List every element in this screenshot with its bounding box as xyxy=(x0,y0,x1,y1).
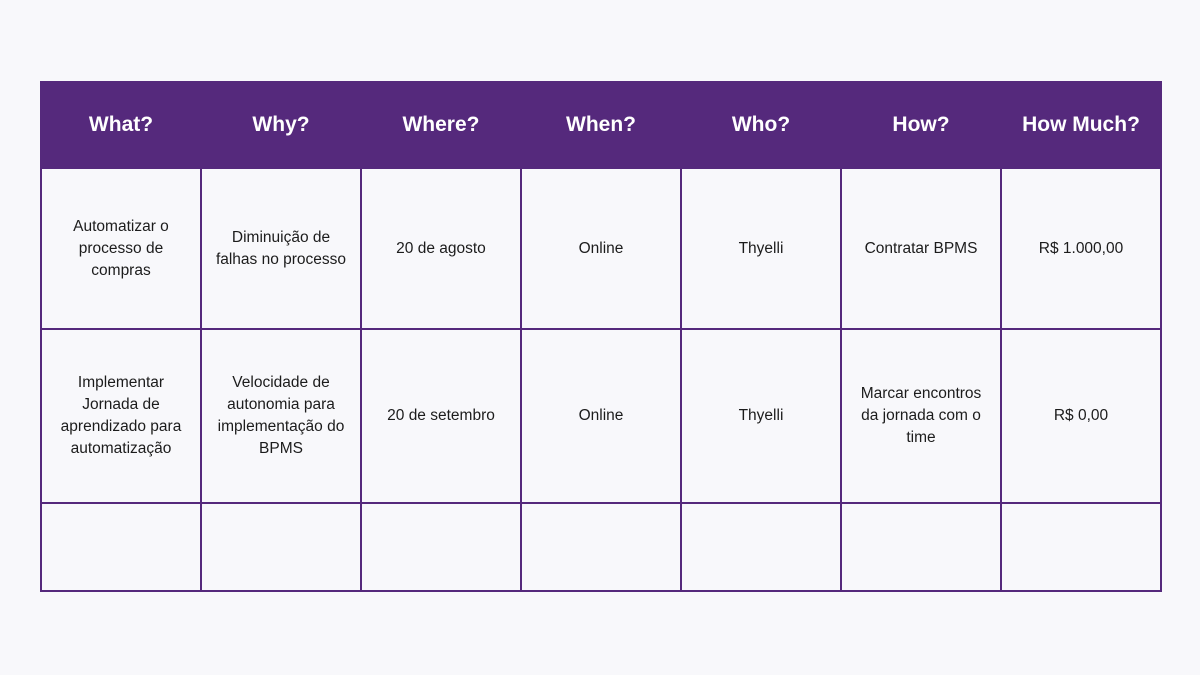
header-when: When? xyxy=(521,82,681,168)
header-why: Why? xyxy=(201,82,361,168)
header-who: Who? xyxy=(681,82,841,168)
cell-where xyxy=(361,503,521,591)
cell-what: Automatizar o processo de compras xyxy=(41,168,201,329)
cell-where: 20 de setembro xyxy=(361,329,521,503)
header-what: What? xyxy=(41,82,201,168)
cell-where: 20 de agosto xyxy=(361,168,521,329)
header-row xyxy=(41,82,1161,168)
cell-how: Contratar BPMS xyxy=(841,168,1001,329)
cell-why: Diminuição de falhas no processo xyxy=(201,168,361,329)
header-where: Where? xyxy=(361,82,521,168)
cell-who xyxy=(681,503,841,591)
cell-when: Online xyxy=(521,329,681,503)
table-row xyxy=(41,503,1161,591)
cell-who: Thyelli xyxy=(681,329,841,503)
table-row xyxy=(41,329,1161,503)
cell-what: Implementar Jornada de aprendizado para automatização xyxy=(41,329,201,503)
cell-when xyxy=(521,503,681,591)
cell-why xyxy=(201,503,361,591)
cell-what xyxy=(41,503,201,591)
cell-how-much: R$ 1.000,00 xyxy=(1001,168,1161,329)
cell-how xyxy=(841,503,1001,591)
cell-why: Velocidade de autonomia para implementação do BPMS xyxy=(201,329,361,503)
action-plan-table xyxy=(40,81,1162,592)
cell-how-much xyxy=(1001,503,1161,591)
header-how-much: How Much? xyxy=(1001,82,1161,168)
cell-who: Thyelli xyxy=(681,168,841,329)
cell-how-much: R$ 0,00 xyxy=(1001,329,1161,503)
header-how: How? xyxy=(841,82,1001,168)
cell-how: Marcar encontros da jornada com o time xyxy=(841,329,1001,503)
cell-when: Online xyxy=(521,168,681,329)
table-row xyxy=(41,168,1161,329)
